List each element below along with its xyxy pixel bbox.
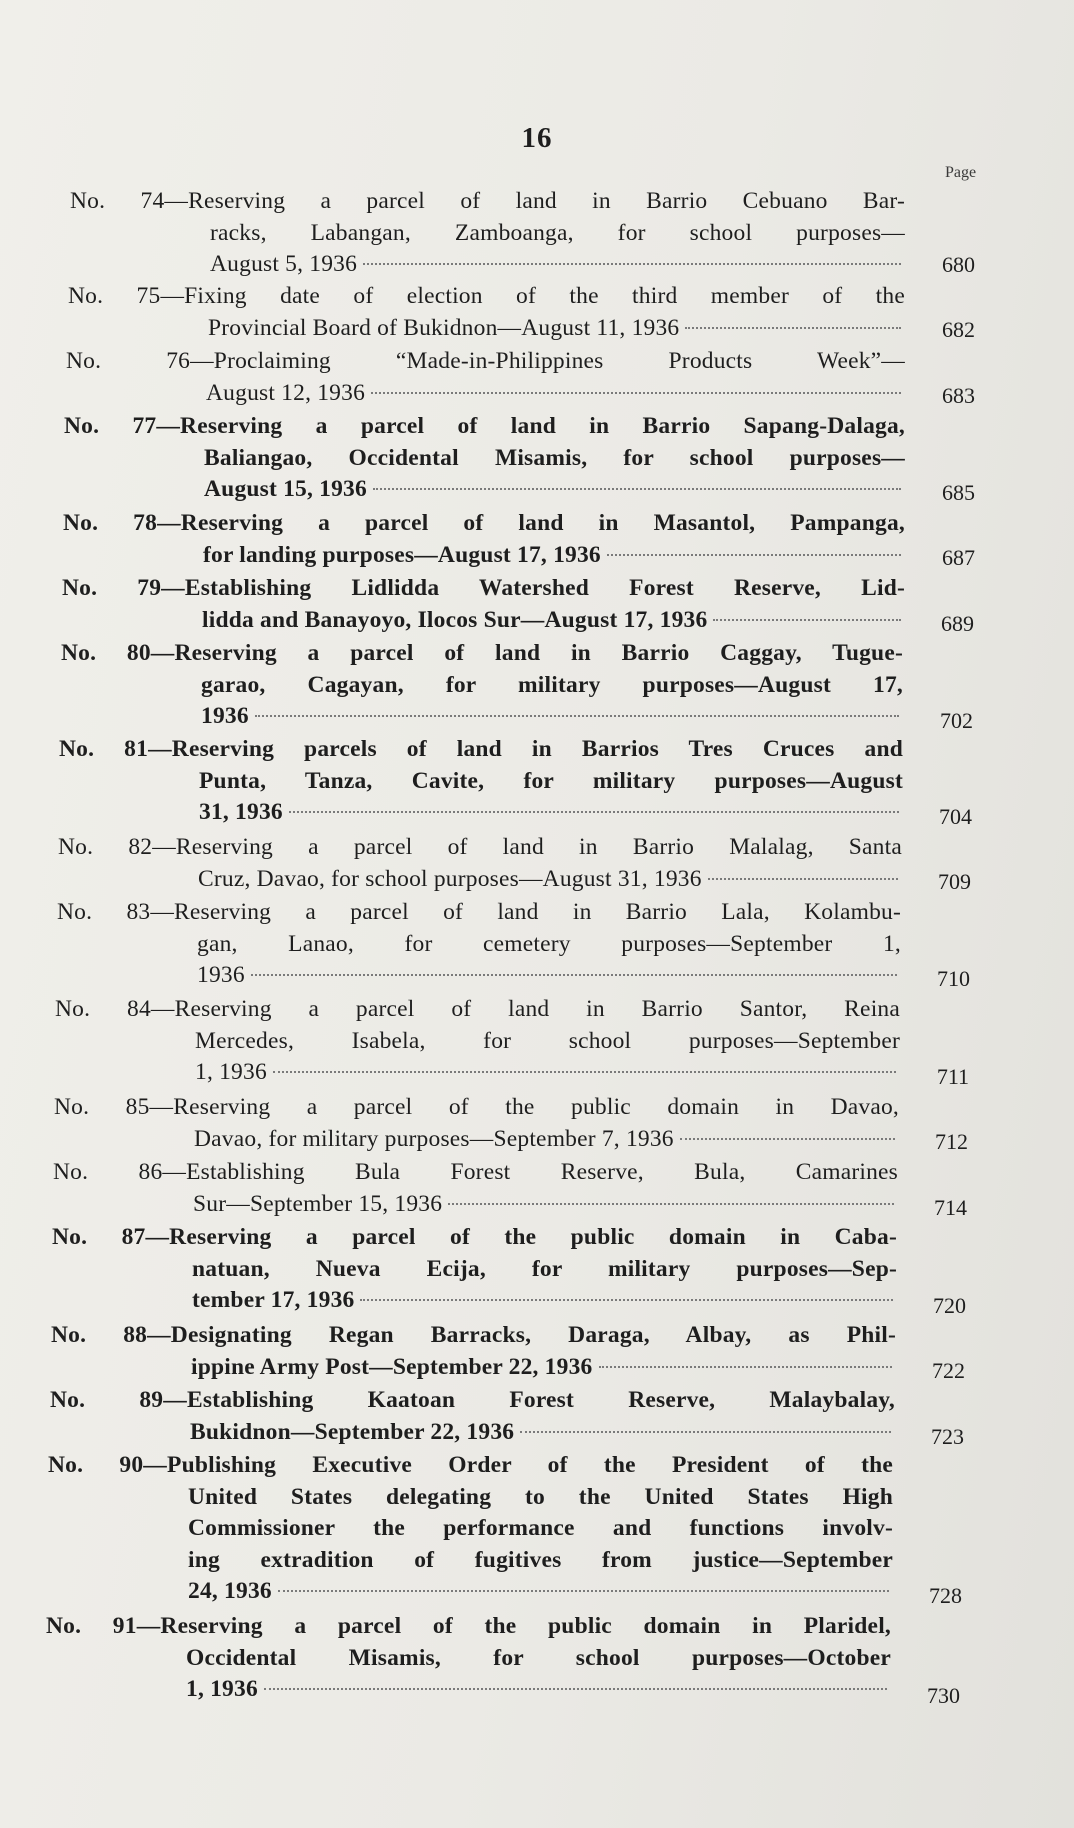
dot-leader	[685, 327, 901, 329]
toc-entry-line: ing extradition of fugitives from justice—September	[188, 1546, 893, 1573]
dot-leader	[273, 1071, 896, 1073]
dot-leader	[264, 1688, 887, 1690]
toc-entry-line: No. 91—Reserving a parcel of the public domain in Plaridel,	[46, 1613, 891, 1639]
toc-entry	[64, 411, 905, 506]
toc-page-number: 720	[933, 1293, 966, 1318]
dot-leader	[360, 1299, 893, 1301]
toc-entry-line: No. 83—Reserving a parcel of land in Barrio Lala, Kolambu-	[57, 899, 901, 925]
dot-leader	[713, 619, 901, 621]
toc-page-number: 710	[937, 966, 970, 991]
toc-entry-line: Mercedes, Isabela, for school purposes—September	[195, 1027, 900, 1054]
toc-entry	[46, 1611, 891, 1706]
toc-entry-line: natuan, Nueva Ecija, for military purposes—Sep-	[192, 1255, 897, 1282]
dot-leader	[520, 1431, 891, 1433]
toc-page-number: 689	[941, 611, 974, 636]
toc-page-number: 722	[932, 1358, 965, 1383]
toc-page-number: 687	[942, 545, 975, 570]
toc-entry-line: Cruz, Davao, for school purposes—August 31, 1936	[198, 865, 702, 892]
toc-entry-line: United States delegating to the United States High	[188, 1483, 893, 1510]
toc-entry-line: 1936	[197, 962, 245, 988]
toc-page-number: 730	[927, 1683, 960, 1708]
toc-page-number: 712	[935, 1129, 968, 1154]
dot-leader	[680, 1138, 895, 1140]
toc-page-number: 723	[931, 1424, 964, 1449]
toc-entry-line: August 5, 1936	[210, 251, 358, 277]
toc-entry	[51, 1320, 896, 1383]
dot-leader	[373, 488, 901, 490]
toc-entry	[66, 346, 905, 409]
toc-entry-line: August 15, 1936	[204, 476, 367, 502]
toc-entry-line: Occidental Misamis, for school purposes—October	[186, 1644, 891, 1671]
toc-entry	[70, 186, 905, 281]
toc-entry-line: No. 75—Fixing date of election of the third member of the	[68, 283, 905, 309]
toc-entry-line: No. 81—Reserving parcels of land in Barrios Tres Cruces and	[59, 736, 903, 762]
toc-entry-line: ippine Army Post—September 22, 1936	[191, 1353, 593, 1380]
toc-entry-line: tember 17, 1936	[192, 1287, 355, 1313]
toc-entry	[50, 1385, 895, 1448]
toc-page-number: 704	[939, 804, 972, 829]
toc-entry	[48, 1450, 893, 1608]
dot-leader	[278, 1590, 889, 1592]
toc-entry-line: 1, 1936	[195, 1059, 267, 1085]
toc-entry-line: 31, 1936	[199, 799, 283, 825]
toc-entry-line: 24, 1936	[188, 1578, 272, 1604]
toc-page-number: 683	[942, 383, 975, 408]
toc-entry	[53, 1157, 898, 1220]
toc-entry	[63, 508, 905, 571]
dot-leader	[708, 878, 898, 880]
toc-entry-line: for landing purposes—August 17, 1936	[203, 541, 601, 568]
dot-leader	[255, 715, 899, 717]
toc-entry-line: Commissioner the performance and functions involv-	[188, 1515, 893, 1541]
toc-entry-line: No. 76—Proclaiming “Made-in-Philippines Products Week”—	[66, 348, 905, 374]
toc-entry	[68, 281, 905, 344]
dot-leader	[251, 974, 897, 976]
page-number: 16	[521, 122, 553, 154]
toc-entry	[59, 734, 903, 829]
toc-entry-line: Baliangao, Occidental Misamis, for school purposes—	[204, 444, 905, 471]
toc-entry-line: Davao, for military purposes—September 7, 1936	[194, 1125, 674, 1152]
toc-entry-line: No. 86—Establishing Bula Forest Reserve, Bula, Camarines	[53, 1159, 898, 1185]
toc-entry-line: No. 85—Reserving a parcel of the public domain in Davao,	[54, 1094, 899, 1120]
toc-entry-line: 1, 1936	[186, 1676, 258, 1702]
toc-entry-line: No. 82—Reserving a parcel of land in Barrio Malalag, Santa	[58, 834, 902, 860]
toc-entry-line: Punta, Tanza, Cavite, for military purposes—August	[199, 767, 903, 794]
toc-entry-line: gan, Lanao, for cemetery purposes—September 1,	[197, 930, 901, 957]
dot-leader	[371, 392, 901, 394]
toc-entry	[54, 1092, 899, 1155]
toc-entry-line: lidda and Banayoyo, Ilocos Sur—August 17, 1936	[202, 606, 708, 633]
toc-entry-line: No. 79—Establishing Lidlidda Watershed Forest Reserve, Lid-	[62, 575, 905, 601]
toc-page-number: 714	[934, 1195, 967, 1220]
toc-entry-line: 1936	[201, 703, 249, 729]
toc-page-number: 680	[942, 252, 975, 277]
toc-entry-line: No. 90—Publishing Executive Order of the President of the	[48, 1452, 893, 1478]
toc-entry	[55, 994, 900, 1089]
dot-leader	[599, 1366, 893, 1368]
toc-entry	[58, 832, 902, 895]
toc-page-number: 682	[942, 317, 975, 342]
dot-leader	[289, 811, 899, 813]
dot-leader	[448, 1203, 894, 1205]
toc-entry-line: racks, Labangan, Zamboanga, for school purposes—	[210, 219, 905, 246]
toc-page-number: 711	[936, 1064, 969, 1089]
toc-page-number: 685	[942, 480, 975, 505]
toc-entry-line: No. 84—Reserving a parcel of land in Barrio Santor, Reina	[55, 996, 900, 1022]
toc-entry	[57, 897, 901, 992]
toc-entry-line: No. 89—Establishing Kaatoan Forest Reserve, Malaybalay,	[50, 1387, 895, 1413]
dot-leader	[363, 263, 901, 265]
toc-entry-line: No. 87—Reserving a parcel of the public domain in Caba-	[52, 1224, 897, 1250]
toc-page-number: 728	[929, 1583, 962, 1608]
toc-entry-line: No. 77—Reserving a parcel of land in Barrio Sapang-Dalaga,	[64, 413, 905, 439]
toc-entry-line: No. 88—Designating Regan Barracks, Daraga, Albay, as Phil-	[51, 1322, 896, 1348]
toc-entry-line: No. 74—Reserving a parcel of land in Barrio Cebuano Bar-	[70, 188, 905, 214]
toc-entry-line: No. 80—Reserving a parcel of land in Barrio Caggay, Tugue-	[61, 640, 903, 666]
toc-entry-line: garao, Cagayan, for military purposes—August 17,	[201, 671, 903, 698]
toc-page-number: 702	[940, 708, 973, 733]
dot-leader	[607, 554, 901, 556]
toc-entry-line: No. 78—Reserving a parcel of land in Masantol, Pampanga,	[63, 510, 905, 536]
toc-entry-line: Provincial Board of Bukidnon—August 11, 1936	[208, 314, 680, 341]
page-column-label: Page	[945, 164, 977, 181]
toc-entry	[52, 1222, 897, 1317]
toc-entry	[61, 638, 903, 733]
toc-entry-line: Sur—September 15, 1936	[193, 1190, 443, 1217]
toc-entry	[62, 573, 905, 636]
toc-entry-line: August 12, 1936	[206, 379, 366, 406]
toc-entry-line: Bukidnon—September 22, 1936	[190, 1418, 515, 1445]
toc-page-number: 709	[938, 869, 971, 894]
